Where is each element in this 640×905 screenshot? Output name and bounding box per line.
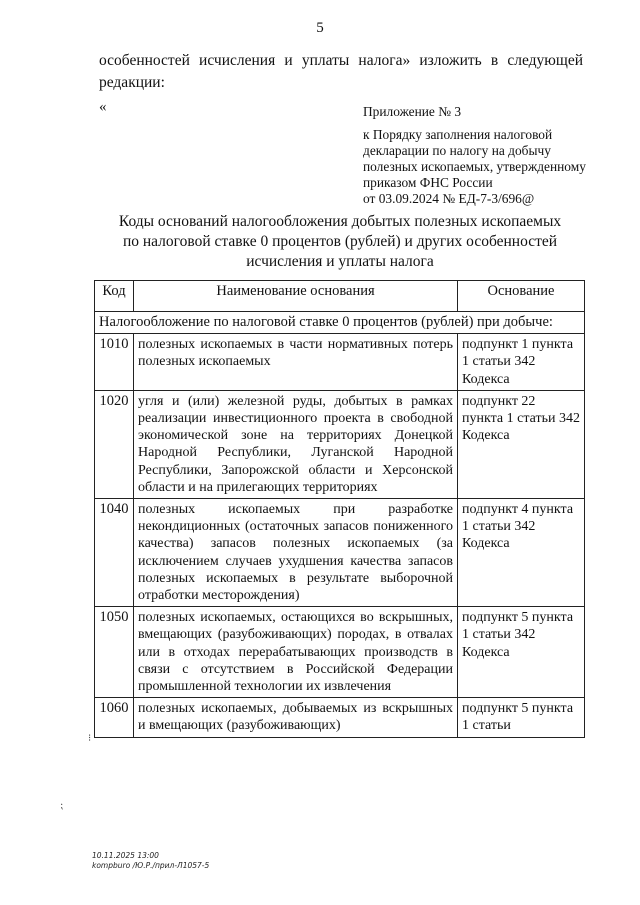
page-number: 5 <box>316 20 324 36</box>
document-title-line: по налоговой ставке 0 процентов (рублей) и других особенностей <box>122 233 558 250</box>
header-name: Наименование основания <box>134 281 458 312</box>
section-row <box>95 312 585 334</box>
row-description: полезных ископаемых, добываемых из вскрышных и вмещающих (разубоживающих) <box>134 698 458 737</box>
table-header-row <box>95 281 585 312</box>
appendix-line: от 03.09.2024 № ЕД-7-3/696@ <box>363 191 535 206</box>
row-description: полезных ископаемых, остающихся во вскрышных, вмещающих (разубоживающих) породах, в отвалах или в отходах перерабатывающих производств в связи с отсутствием в Российской Федерации промышленной технологии их извлечения <box>134 607 458 698</box>
row-description: угля и (или) железной руды, добытых в рамках реализации инвестиционного проекта в свободной экономической зоне на территориях Донецкой Народной Республики, Луганской Народной Республики, Запорожской области и Херсонской области и на прилегающих территориях <box>134 390 458 498</box>
row-basis: подпункт 22 пункта 1 статьи 342 Кодекса <box>458 390 585 498</box>
table-row <box>95 334 585 391</box>
footer-stamp <box>92 851 209 871</box>
scan-artifact-mark: ⁏ <box>60 800 64 811</box>
row-code: 1040 <box>95 499 134 607</box>
row-code: 1010 <box>95 334 134 391</box>
table-row <box>95 390 585 498</box>
footer-timestamp: 10.11.2025 13:00 <box>92 851 159 860</box>
row-basis: подпункт 1 пункта 1 статьи 342 Кодекса <box>458 334 585 391</box>
row-description: полезных ископаемых в части нормативных потерь полезных ископаемых <box>134 334 458 391</box>
row-basis: подпункт 5 пункта 1 статьи 342 Кодекса <box>458 607 585 698</box>
footer-file-ref: kompburo /Ю.Р./прил-Л1057-5 <box>92 861 210 870</box>
row-basis: подпункт 5 пункта 1 статьи <box>458 698 585 737</box>
appendix-block <box>363 104 603 207</box>
header-basis: Основание <box>458 281 585 312</box>
row-description: полезных ископаемых при разработке некондиционных (остаточных запасов пониженного качества) запасов полезных ископаемых (за исключением случаев ухудшения качества запасов полезных ископаемых в результате выборочной отработки месторождения) <box>134 499 458 607</box>
row-basis: подпункт 4 пункта 1 статьи 342 Кодекса <box>458 499 585 607</box>
row-code: 1060 <box>95 698 134 737</box>
document-title-line: исчисления и уплаты налога <box>246 253 434 270</box>
appendix-line: к Порядку заполнения налоговой <box>363 127 553 142</box>
header-code: Код <box>95 281 134 312</box>
intro-paragraph <box>99 50 583 94</box>
table-row <box>95 607 585 698</box>
row-code: 1020 <box>95 390 134 498</box>
appendix-line: полезных ископаемых, утвержденному <box>363 159 586 174</box>
section-heading: Налогообложение по налоговой ставке 0 процентов (рублей) при добыче: <box>95 312 585 334</box>
document-title-line: Коды оснований налогообложения добытых полезных ископаемых <box>118 213 562 230</box>
intro-line-2: редакции: <box>99 74 165 91</box>
document-title <box>90 212 590 272</box>
table-row <box>95 698 585 737</box>
opening-quote-mark: « <box>99 99 107 115</box>
table-row <box>95 499 585 607</box>
codes-table <box>94 280 585 738</box>
appendix-line: декларации по налогу на добычу <box>363 143 551 158</box>
appendix-title: Приложение № 3 <box>363 104 462 119</box>
intro-line-1: особенностей исчисления и уплаты налога» изложить в следующей <box>99 52 583 69</box>
appendix-line: приказом ФНС России <box>363 175 493 190</box>
row-code: 1050 <box>95 607 134 698</box>
scan-artifact-mark: ⁝ <box>88 733 92 744</box>
